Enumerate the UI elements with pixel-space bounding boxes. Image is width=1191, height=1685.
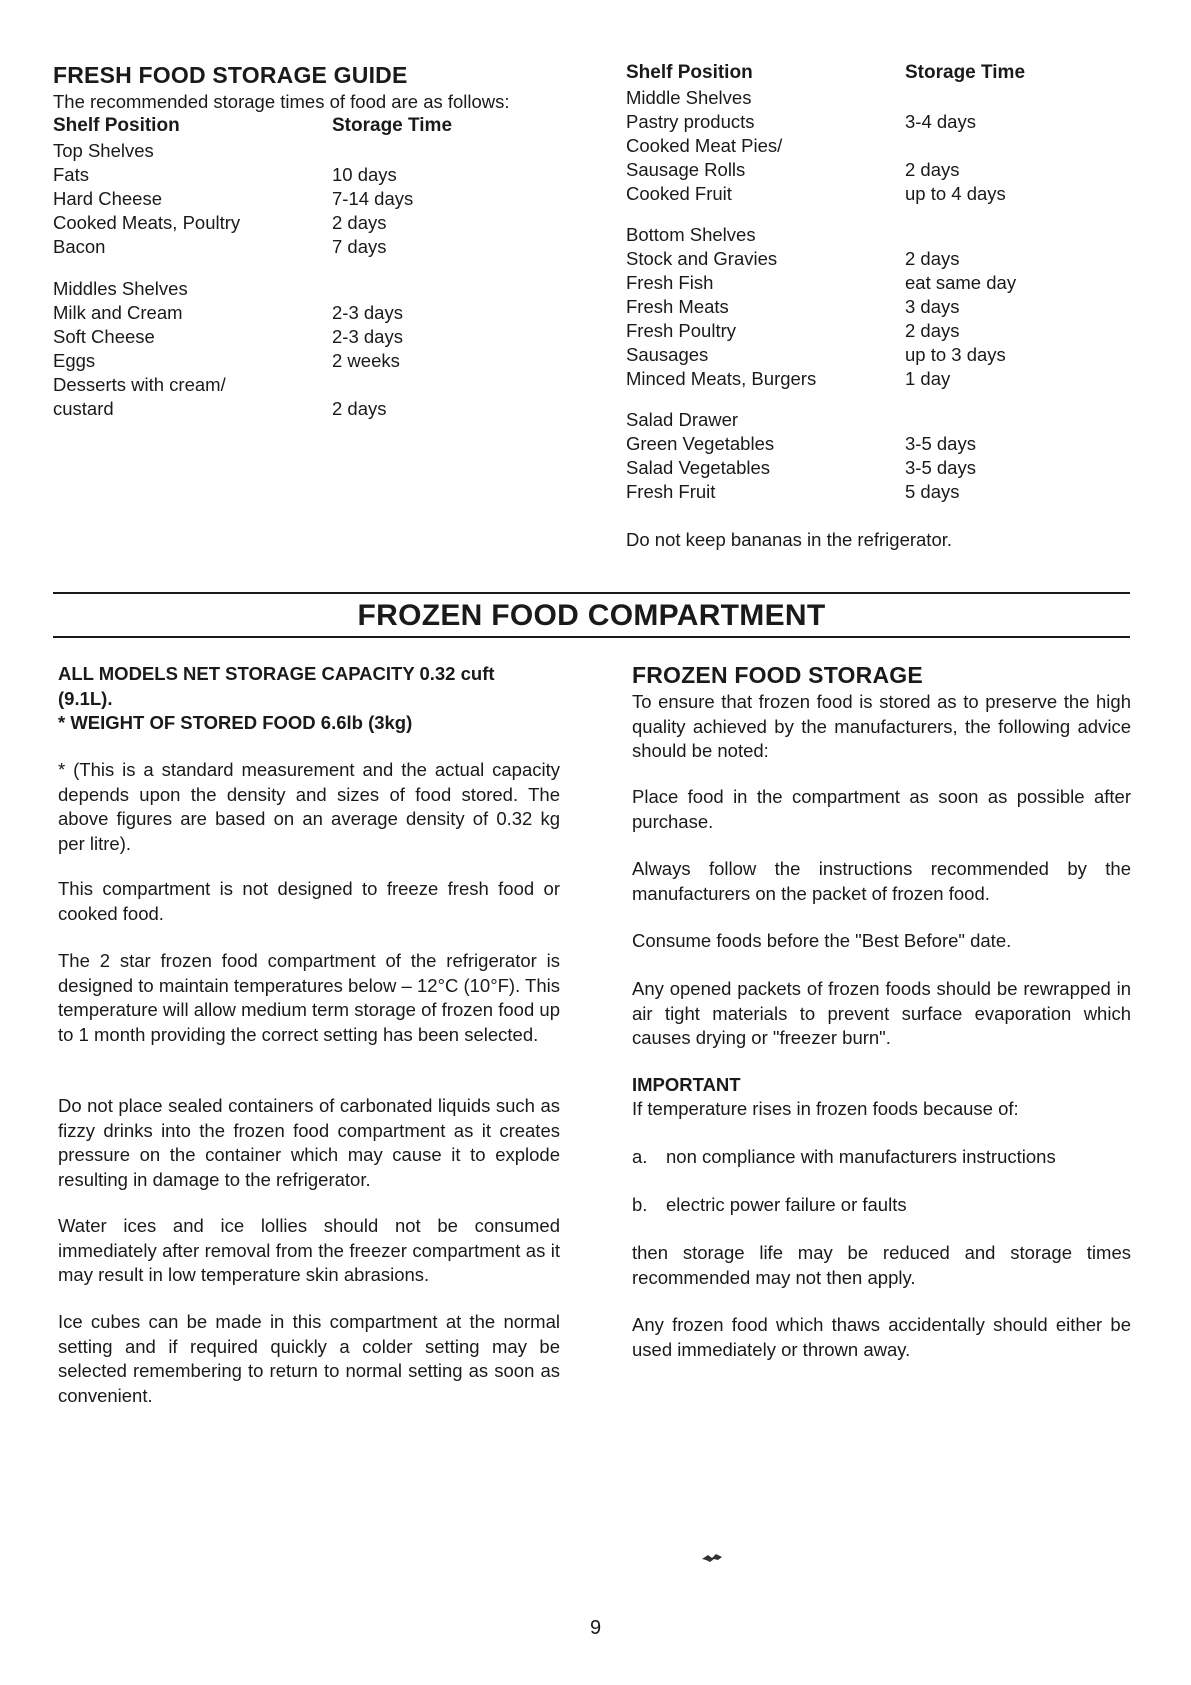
table-row-item: Hard Cheese	[53, 188, 163, 209]
table-row-time: 2 days	[332, 398, 387, 419]
rewrap-paragraph: Any opened packets of frozen foods should be rewrapped in air tight materials to prevent surface evaporation which causes drying or "freezer burn".	[632, 978, 1131, 1048]
table-row-time: eat same day	[905, 272, 1017, 293]
table-row-item: Cooked Meat Pies/	[626, 135, 783, 156]
table-row-time: 5 days	[905, 481, 960, 502]
table-row-item: Eggs	[53, 350, 96, 371]
ice-cubes-paragraph: Ice cubes can be made in this compartment at the normal setting and if required quickly a colder setting may be selected remembering to return to normal setting as soon as convenient.	[58, 1311, 560, 1406]
important-heading: IMPORTANT	[632, 1074, 741, 1095]
ice-lollies-paragraph: Water ices and ice lollies should not be consumed immediately after removal from the freezer compartment as it may result in low temperature skin abrasions.	[58, 1215, 560, 1285]
table-row-time: 3-5 days	[905, 457, 976, 478]
table-row-time: 3 days	[905, 296, 960, 317]
fresh-guide-title: FRESH FOOD STORAGE GUIDE	[53, 62, 408, 88]
left-shelf-header: Shelf Position	[53, 115, 180, 136]
capacity-line-1: ALL MODELS NET STORAGE CAPACITY 0.32 cuft	[58, 663, 495, 684]
decorative-mark-icon	[700, 1551, 724, 1565]
table-row-time: 10 days	[332, 164, 397, 185]
left-time-header: Storage Time	[332, 115, 453, 136]
table-row-item: Sausage Rolls	[626, 159, 746, 180]
table-row-time: 2 days	[905, 248, 960, 269]
table-row-item: Salad Drawer	[626, 409, 739, 430]
table-row-item: Stock and Gravies	[626, 248, 778, 269]
table-row-time: 3-4 days	[905, 111, 976, 132]
table-row-item: Bottom Shelves	[626, 224, 756, 245]
weight-line: * WEIGHT OF STORED FOOD 6.6lb (3kg)	[58, 712, 413, 733]
table-row-time: 2-3 days	[332, 302, 403, 323]
table-row-item: Sausages	[626, 344, 709, 365]
frozen-storage-title: FROZEN FOOD STORAGE	[632, 662, 923, 688]
capacity-line-2: (9.1L).	[58, 687, 113, 709]
table-row-time: up to 4 days	[905, 183, 1006, 204]
two-star-paragraph: The 2 star frozen food compartment of the refrigerator is designed to maintain temperatures below – 12°C (10°F). This temperature will allow medium term storage of frozen food up to 1 month providing the correct setting has been selected.	[58, 950, 560, 1045]
carbonated-liquids-paragraph: Do not place sealed containers of carbonated liquids such as fizzy drinks into the frozen food compartment as it creates pressure on the container which may cause it to explode resulting in damage to the refrigerator.	[58, 1095, 560, 1190]
table-row-item: Bacon	[53, 236, 106, 257]
list-marker: b.	[632, 1194, 648, 1215]
table-row-item: Green Vegetables	[626, 433, 775, 454]
fresh-guide-intro: The recommended storage times of food are as follows:	[53, 91, 510, 112]
table-row-item: Fresh Fish	[626, 272, 714, 293]
table-row-time: 7-14 days	[332, 188, 414, 209]
important-intro: If temperature rises in frozen foods because of:	[632, 1098, 1019, 1119]
list-text: non compliance with manufacturers instructions	[666, 1146, 1056, 1167]
table-row-item: Fresh Poultry	[626, 320, 737, 341]
list-item	[632, 1145, 1056, 1169]
table-row-time: 1 day	[905, 368, 951, 389]
table-row-time: 2-3 days	[332, 326, 403, 347]
table-row-item: Soft Cheese	[53, 326, 155, 347]
table-row-item: Milk and Cream	[53, 302, 183, 323]
preserve-quality-paragraph: To ensure that frozen food is stored as to preserve the high quality achieved by the manufacturers, the following advice should be noted:	[632, 691, 1131, 761]
table-row-time: 3-5 days	[905, 433, 976, 454]
table-row-item: Fats	[53, 164, 89, 185]
table-row-item: Fresh Meats	[626, 296, 729, 317]
section-rule-top	[53, 592, 1130, 594]
capacity-heading	[58, 662, 568, 736]
table-row-item: Minced Meats, Burgers	[626, 368, 817, 389]
table-row-item: Top Shelves	[53, 140, 154, 161]
right-shelf-header: Shelf Position	[626, 62, 753, 83]
thaw-paragraph: Any frozen food which thaws accidentally should either be used immediately or thrown away.	[632, 1314, 1131, 1360]
capacity-note-paragraph: * (This is a standard measurement and the actual capacity depends upon the density and sizes of food stored. The above figures are based on an average density of 0.32 kg per litre).	[58, 759, 560, 854]
table-row-item: Middles Shelves	[53, 278, 188, 299]
table-row-item: custard	[53, 398, 114, 419]
not-for-freezing-paragraph: This compartment is not designed to freeze fresh food or cooked food.	[58, 878, 560, 924]
right-time-header: Storage Time	[905, 62, 1026, 83]
list-marker: a.	[632, 1146, 648, 1167]
table-row-item: Cooked Fruit	[626, 183, 732, 204]
follow-instructions-paragraph: Always follow the instructions recommended by the manufacturers on the packet of frozen food.	[632, 858, 1131, 904]
section-rule-bottom	[53, 636, 1130, 638]
table-row-time: 2 weeks	[332, 350, 400, 371]
list-item	[632, 1193, 907, 1217]
table-row-time: up to 3 days	[905, 344, 1006, 365]
table-row-item: Desserts with cream/	[53, 374, 226, 395]
table-row-time: 2 days	[905, 320, 960, 341]
best-before-paragraph: Consume foods before the "Best Before" date.	[632, 930, 1012, 951]
list-text: electric power failure or faults	[666, 1194, 907, 1215]
table-row-item: Middle Shelves	[626, 87, 752, 108]
table-row-time: 7 days	[332, 236, 387, 257]
place-food-paragraph: Place food in the compartment as soon as possible after purchase.	[632, 786, 1131, 832]
table-row-item: Fresh Fruit	[626, 481, 716, 502]
frozen-compartment-title: FROZEN FOOD COMPARTMENT	[357, 599, 826, 632]
table-row-item: Cooked Meats, Poultry	[53, 212, 241, 233]
table-row-time: 2 days	[905, 159, 960, 180]
table-row-item: Pastry products	[626, 111, 755, 132]
page-number: 9	[589, 1617, 602, 1639]
table-row-item: Salad Vegetables	[626, 457, 771, 478]
table-row-time: 2 days	[332, 212, 387, 233]
storage-life-paragraph: then storage life may be reduced and storage times recommended may not then apply.	[632, 1242, 1131, 1288]
bananas-note: Do not keep bananas in the refrigerator.	[626, 529, 953, 550]
